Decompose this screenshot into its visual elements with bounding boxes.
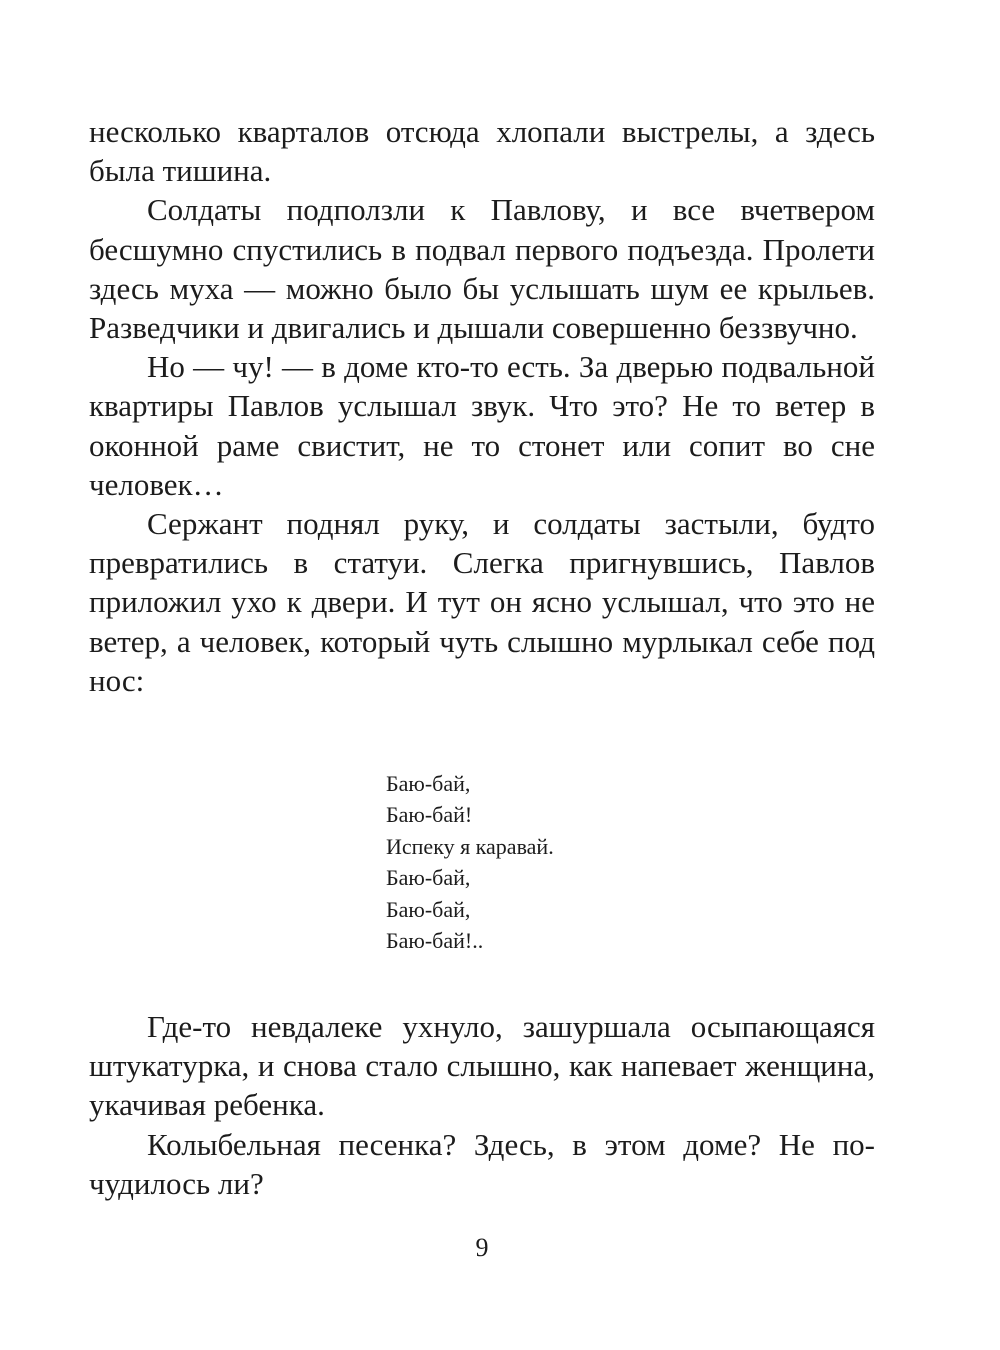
page-number: 9 — [475, 1233, 489, 1262]
verse-line: Испеку я каравай. — [386, 833, 554, 859]
paragraph-sergeant-listens: Сержант поднял руку, и солдаты застыли, будто превратились в статуи. Слегка пригнувшись, Павлов приложил ухо к двери. И тут он ясно услышал, что это не ветер, а человек, который чуть слышно мурлыкал себе под нос: — [89, 506, 875, 698]
verse-line: Баю-бай, — [386, 865, 471, 891]
verse-line: Баю-бай, — [386, 896, 471, 922]
paragraph-continued: несколько кварталов отсюда хлопали выстрелы, а здесь была тишина. — [89, 114, 875, 189]
prose-block-bottom — [89, 1007, 875, 1203]
lullaby-verse — [386, 768, 554, 956]
verse-line: Баю-бай, — [386, 771, 471, 796]
paragraph-soldiers-crawl: Солдаты подползли к Павлову, и все вчетвером бесшумно спустились в подвал первого подъезда. Пролети здесь муха — можно было бы услышать шум ее крыльев. Разведчики и двигались и дышали совершенно беззвучно. — [89, 192, 875, 346]
prose-block-top — [89, 112, 875, 700]
verse-line: Баю-бай! — [386, 802, 473, 828]
paragraph-sound-behind-door: Но — чу! — в доме кто-то есть. За дверью подвальной квартиры Павлов услышал звук. Что это? Не то ветер в оконной раме свистит, не то стонет или сопит во сне человек… — [89, 349, 875, 502]
paragraph-plaster-falls: Где-то невдалеке ухнуло, зашуршала осыпающаяся штукатурка, и снова стало слышно, как напевает женщина, укачивая ребенка. — [89, 1009, 875, 1123]
verse-line: Баю-бай!.. — [386, 928, 484, 954]
paragraph-lullaby-question: Колыбельная песенка? Здесь, в этом доме? Не почудилось ли? — [89, 1126, 875, 1201]
